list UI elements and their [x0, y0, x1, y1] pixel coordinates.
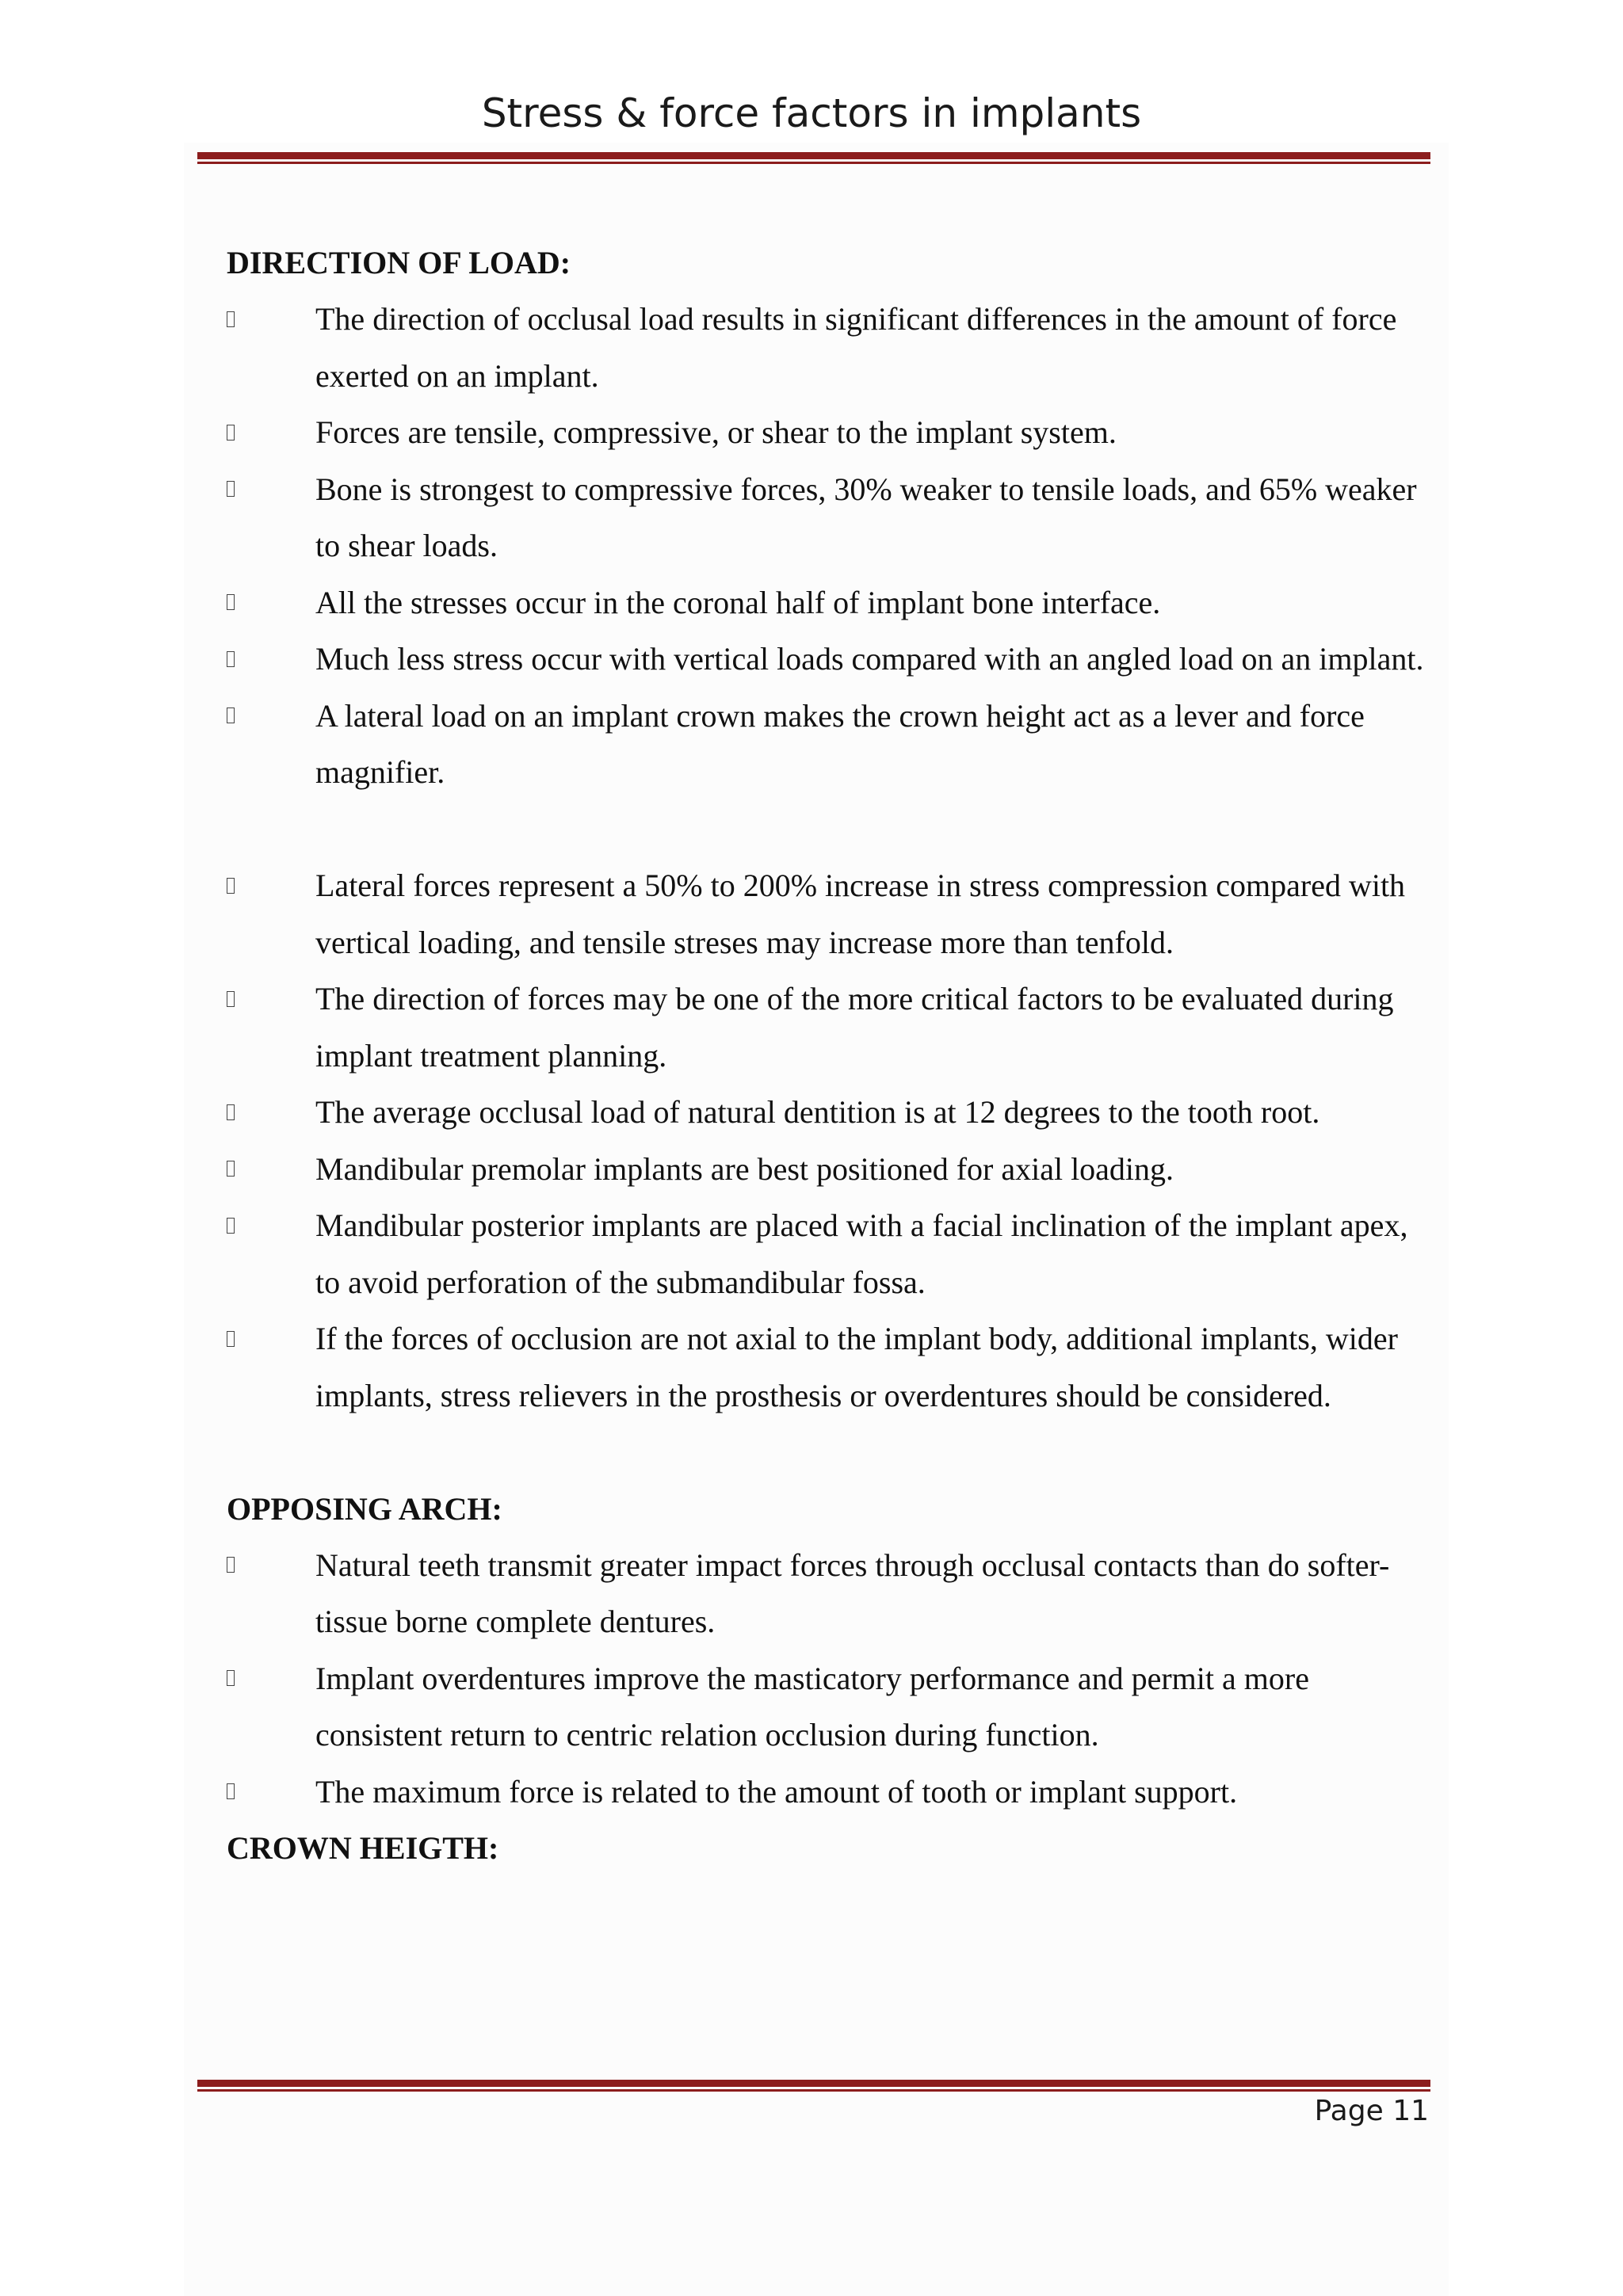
section-heading-opposing-arch: OPPOSING ARCH: — [227, 1490, 502, 1527]
list-item — [227, 631, 1439, 688]
list-item-text: If the forces of occlusion are not axial to the implant body, additional implants, wider implants, stress relievers in the prosthesis or overdentures should be considered. — [315, 1321, 1398, 1413]
bullet-icon — [227, 404, 315, 461]
blank-line — [227, 1424, 1439, 1481]
footer-rule — [197, 2080, 1430, 2092]
list-item — [227, 1141, 1439, 1198]
header-rule — [197, 152, 1430, 164]
list-item-text: The maximum force is related to the amount of tooth or implant support. — [315, 1773, 1238, 1810]
list-item-text: The direction of forces may be one of the more critical factors to be evaluated during implant treatment planning. — [315, 981, 1394, 1074]
list-item — [227, 404, 1439, 461]
list-item — [227, 971, 1439, 1084]
bullet-icon — [227, 688, 315, 745]
list-item — [227, 1650, 1439, 1764]
bullet-icon — [227, 1537, 315, 1594]
bullet-icon — [227, 971, 315, 1028]
list-item — [227, 1084, 1439, 1141]
list-item-text: Implant overdentures improve the masticatory performance and permit a more consistent return to centric relation occlusion during function. — [315, 1660, 1309, 1753]
list-item-text: The average occlusal load of natural dentition is at 12 degrees to the tooth root. — [315, 1094, 1320, 1130]
bullet-icon — [227, 1310, 315, 1367]
list-item-text: All the stresses occur in the coronal half of implant bone interface. — [315, 584, 1161, 620]
list-item-text: Mandibular posterior implants are placed with a facial inclination of the implant apex, to avoid perforation of the submandibular fossa. — [315, 1207, 1408, 1300]
list-item — [227, 574, 1439, 631]
list-item-text: Forces are tensile, compressive, or shear to the implant system. — [315, 414, 1117, 450]
page-content — [227, 235, 1439, 1876]
bullet-icon — [227, 1197, 315, 1254]
list-item — [227, 291, 1439, 404]
list-item — [227, 1197, 1439, 1310]
bullet-icon — [227, 461, 315, 518]
page-header-title: Stress & force factors in implants — [481, 90, 1142, 136]
list-item — [227, 461, 1439, 574]
list-item-text: Natural teeth transmit greater impact forces through occlusal contacts than do softer-tissue borne complete dentures. — [315, 1547, 1390, 1639]
list-item-text: A lateral load on an implant crown makes the crown height act as a lever and force magnifier. — [315, 697, 1365, 790]
list-item — [227, 857, 1439, 971]
list-item-text: Much less stress occur with vertical loads compared with an angled load on an implant. — [315, 641, 1424, 677]
page-number: Page 11 — [1314, 2095, 1429, 2127]
list-item — [227, 1764, 1439, 1821]
bullet-icon — [227, 1764, 315, 1821]
blank-line — [227, 801, 1439, 858]
section-heading-crown-height: CROWN HEIGTH: — [227, 1830, 499, 1866]
section-heading-direction-of-load: DIRECTION OF LOAD: — [227, 245, 571, 280]
bullet-icon — [227, 574, 315, 631]
list-item-text: Lateral forces represent a 50% to 200% increase in stress compression compared with vertical loading, and tensile streses may increase more than tenfold. — [315, 868, 1406, 960]
bullet-icon — [227, 1084, 315, 1141]
bullet-icon — [227, 1650, 315, 1707]
bullet-icon — [227, 1141, 315, 1198]
list-item-text: The direction of occlusal load results in significant differences in the amount of force exerted on an implant. — [315, 301, 1397, 394]
list-item-text: Bone is strongest to compressive forces, 30% weaker to tensile loads, and 65% weaker to shear loads. — [315, 471, 1417, 563]
bullet-icon — [227, 857, 315, 914]
list-item — [227, 1537, 1439, 1650]
bullet-icon — [227, 291, 315, 348]
list-item — [227, 1310, 1439, 1424]
list-item-text: Mandibular premolar implants are best positioned for axial loading. — [315, 1150, 1174, 1187]
bullet-icon — [227, 631, 315, 688]
list-item — [227, 688, 1439, 801]
